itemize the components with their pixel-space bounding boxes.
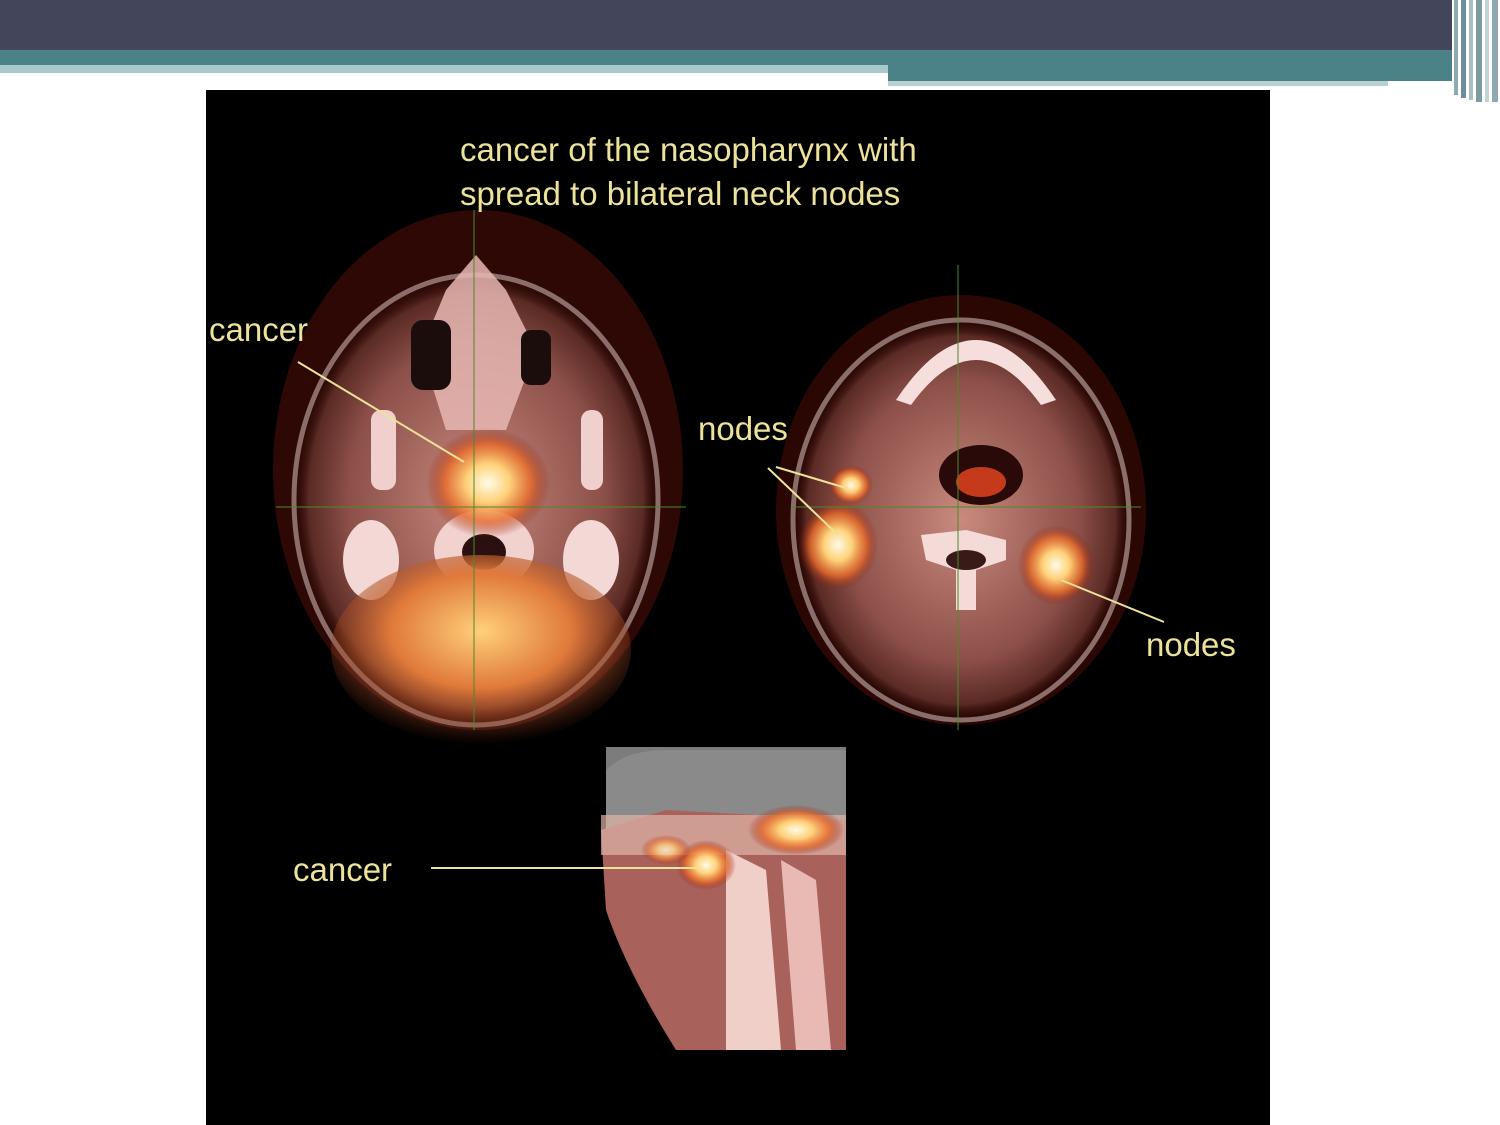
- header-light-line: [0, 65, 888, 73]
- pet-ct-scans: [206, 90, 1270, 1125]
- sagittal-scan: [601, 747, 846, 1050]
- figure-title-line-1: cancer of the nasopharynx with: [460, 131, 917, 168]
- header-light-line-right: [888, 81, 1388, 86]
- axial-scan-right: [776, 265, 1146, 730]
- header-accent-bar-right: [888, 65, 1470, 81]
- header-stripes: [1452, 0, 1500, 102]
- axial-scan-left: [273, 210, 686, 745]
- label-nodes-middle: nodes: [698, 410, 788, 447]
- label-cancer-axial: cancer: [209, 311, 309, 348]
- pet-ct-figure: [206, 90, 1270, 1125]
- label-nodes-right: nodes: [1146, 626, 1236, 663]
- header-bar: [0, 0, 1470, 50]
- label-cancer-sagittal: cancer: [293, 851, 393, 888]
- header-accent-bar: [0, 50, 1470, 65]
- figure-title-line-2: spread to bilateral neck nodes: [460, 175, 901, 212]
